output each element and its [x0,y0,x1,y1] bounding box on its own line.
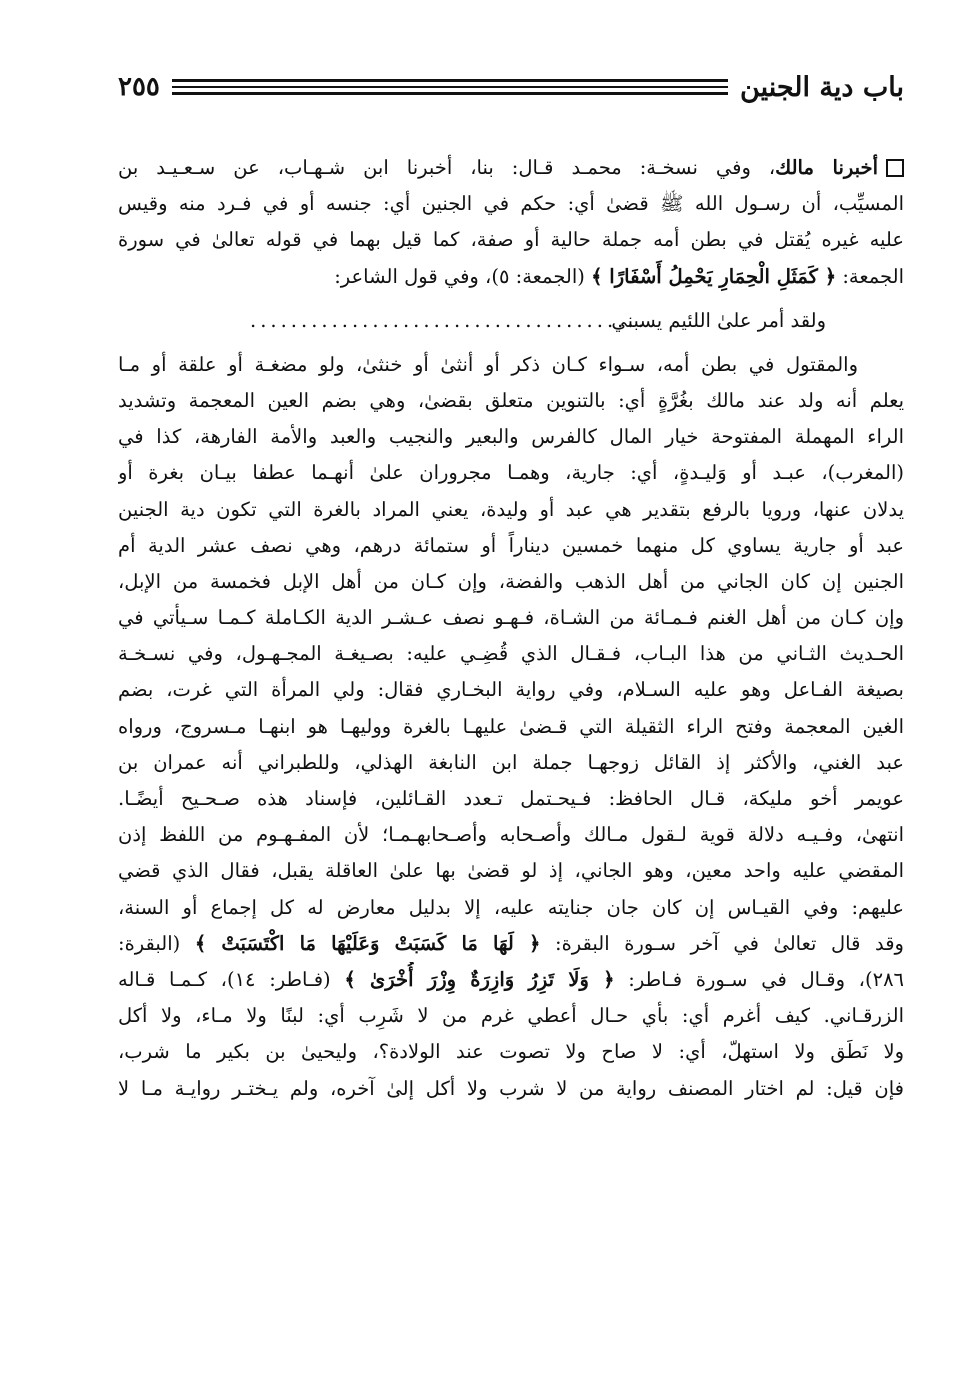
text-line: انتهىٰ، وفـيـه دلالة قوية لـقول مـالك وأصـحابه وأصـحابهـمـا؛ لأن المفـهـوم من اللفظ إذن [118,823,904,847]
chapter-title: باب دية الجنين [740,71,904,103]
text-line: الزرقـاني. كيف أغرم أي: بأي حـال أعطي غرم من لا شَرِب أي: لبنًا ولا مـاء، ولا أكل [118,1004,904,1028]
text-line: عليه غيره يُقتل في بطن أمه جملة حالية أو صفة، كما قيل بهما في قوله تعالىٰ في سورة [118,228,904,252]
poetry-verse [118,295,904,347]
text-line: والمقتول في بطن أمه، سـواء كـان ذكر أو أنثىٰ أو خنثىٰ، ولو مضغـة أو علقة أو مـا [118,352,858,376]
text-line: الراء المهملة المفتوحة خيار المال كالفرس والبعير والنجيب والعبد والأمة الفارهة، كذا في [118,425,904,449]
text-line: وقد قال تعالىٰ في آخر سـورة البقرة: ﴿ لَهَا مَا كَسَبَتْ وَعَلَيْهَا مَا اكْتَسَبَتْ ﴾ (البقرة: [118,931,904,955]
text-line: عليهم: وفي القيـاس إن كان جان جنايته عليه، إلا بدليل معارض له كل إجماع أو السنة، [118,895,904,919]
text-line: يعلم أنه ولد عند مالك بغُرَّةٍ أي: بالتنوين متعلق بقضىٰ، وهي بضم العين المعجمة وتشديد [118,388,904,412]
quran-quote: ﴿ وَلَا تَزِرُ وَازِرَةٌ وِزْرَ أُخْرَىٰ ﴾ [344,967,615,991]
text-line: الحـديث الثـاني من هذا البـاب، فـقـال الذي قُضِـي عليه: بصـيغـة المجـهـول، وفي نسـخـة [118,642,904,666]
text-line: فإن قيل: لم اختار المصنف رواية من لا شرب ولا أكل إلىٰ آخره، ولم يـختـر روايـة مـا لا [118,1076,904,1100]
text-line: بصيغة الفـاعل وهو عليه السـلام، وفي رواية البخـاري فقال: ولي المرأة التي غرت، بضم [118,678,904,702]
text-line: أخبرنا مالك، وفي نسخـة: محمـد قـال: بنا، أخبرنا ابن شـهـاب، عن سـعـيـد بن [118,150,904,186]
page-header [118,62,904,112]
narrator-heading: أخبرنا مالك [775,156,878,179]
text-line: الجمعة: ﴿ كَمَثَلِ الْحِمَارِ يَحْمِلُ أَسْفَارًا ﴾ (الجمعة: ٥)، وفي قول الشاعر: [334,264,904,288]
text-line: وإن كـان من أهل الغنم فـمـائة من الشـاة، فـهـو نصف عـشـر الدية الكـاملة كـمـا سـيأتي في [118,606,904,630]
quran-quote: ﴿ كَمَثَلِ الْحِمَارِ يَحْمِلُ أَسْفَارًا ﴾ [591,264,837,288]
text-line: المسيِّب، أن رسـول الله ﷺ قضىٰ أي: حكم في الجنين أي: جنسه أو في فـرد منه وقيس [118,192,904,216]
text-line: عبد أو جارية يساوي كل منهما خمسين ديناراً أو ستمائة درهم، وهي نصف عشر الدية أم [118,533,904,557]
text-line: الغين المعجمة وفتح الراء الثقيلة التي قـضىٰ عليهـا بالغرة ووليهـا هو ابنهـا مـسروج، ورواه [118,714,904,738]
verse-hemistich: ولقد أمر علىٰ اللئيم يسبني [611,308,826,332]
text-line: (المغرب)، عبـد أو وَليـدةٍ، أي: جارية، وهمـا مجروران علىٰ أنهـما عطفا بيـان بغرة أو [118,461,904,485]
page-number: ٢٥٥ [118,72,160,102]
quran-quote: ﴿ لَهَا مَا كَسَبَتْ وَعَلَيْهَا مَا اكْتَسَبَتْ ﴾ [194,931,541,955]
text-line: عبد الغني، والأكثر إذ القائل زوجهـا جملة ابن النابغة الهذلي، وللطبراني أنه عمران بن [118,750,904,774]
verse-ellipsis: ....................................... [250,308,648,332]
text-line: ٢٨٦)، وقـال في سـورة فـاطر: ﴿ وَلَا تَزِرُ وَازِرَةٌ وِزْرَ أُخْرَىٰ ﴾ (فـاطر: ١٤)، كـمـا قـاله [118,967,904,991]
text-line: عويمر أخو مليكة، قـال الحافظ: فـيحـتمل تـعدد القـائلين، فإسناد هذه صـحـيح أيضًـا. [118,787,904,810]
header-rule [172,79,728,95]
text-line: يدلان عنها، ورويا بالرفع بتقدير هي عبد أو وليدة، يعني المراد بالغرة التي تكون دية الجنين [118,497,904,521]
page-body [118,150,904,1107]
text-line: المقضي عليه واحد معين، وهو الجاني، إذ لو قضىٰ بها علىٰ العاقلة يقبل، فقال الذي قضي [118,859,904,883]
text-line: الجنين إن كان الجاني من أهل الذهب والفضة، وإن كـان من أهل الإبل فخمسة من الإبل، [118,569,904,593]
square-bullet-icon [886,159,904,177]
text-line: ولا نَطَق ولا استهلّ، أي: لا صاح ولا تصوت عند الولادة؟، وليحيىٰ بن بكير ما شرب، [118,1040,904,1064]
